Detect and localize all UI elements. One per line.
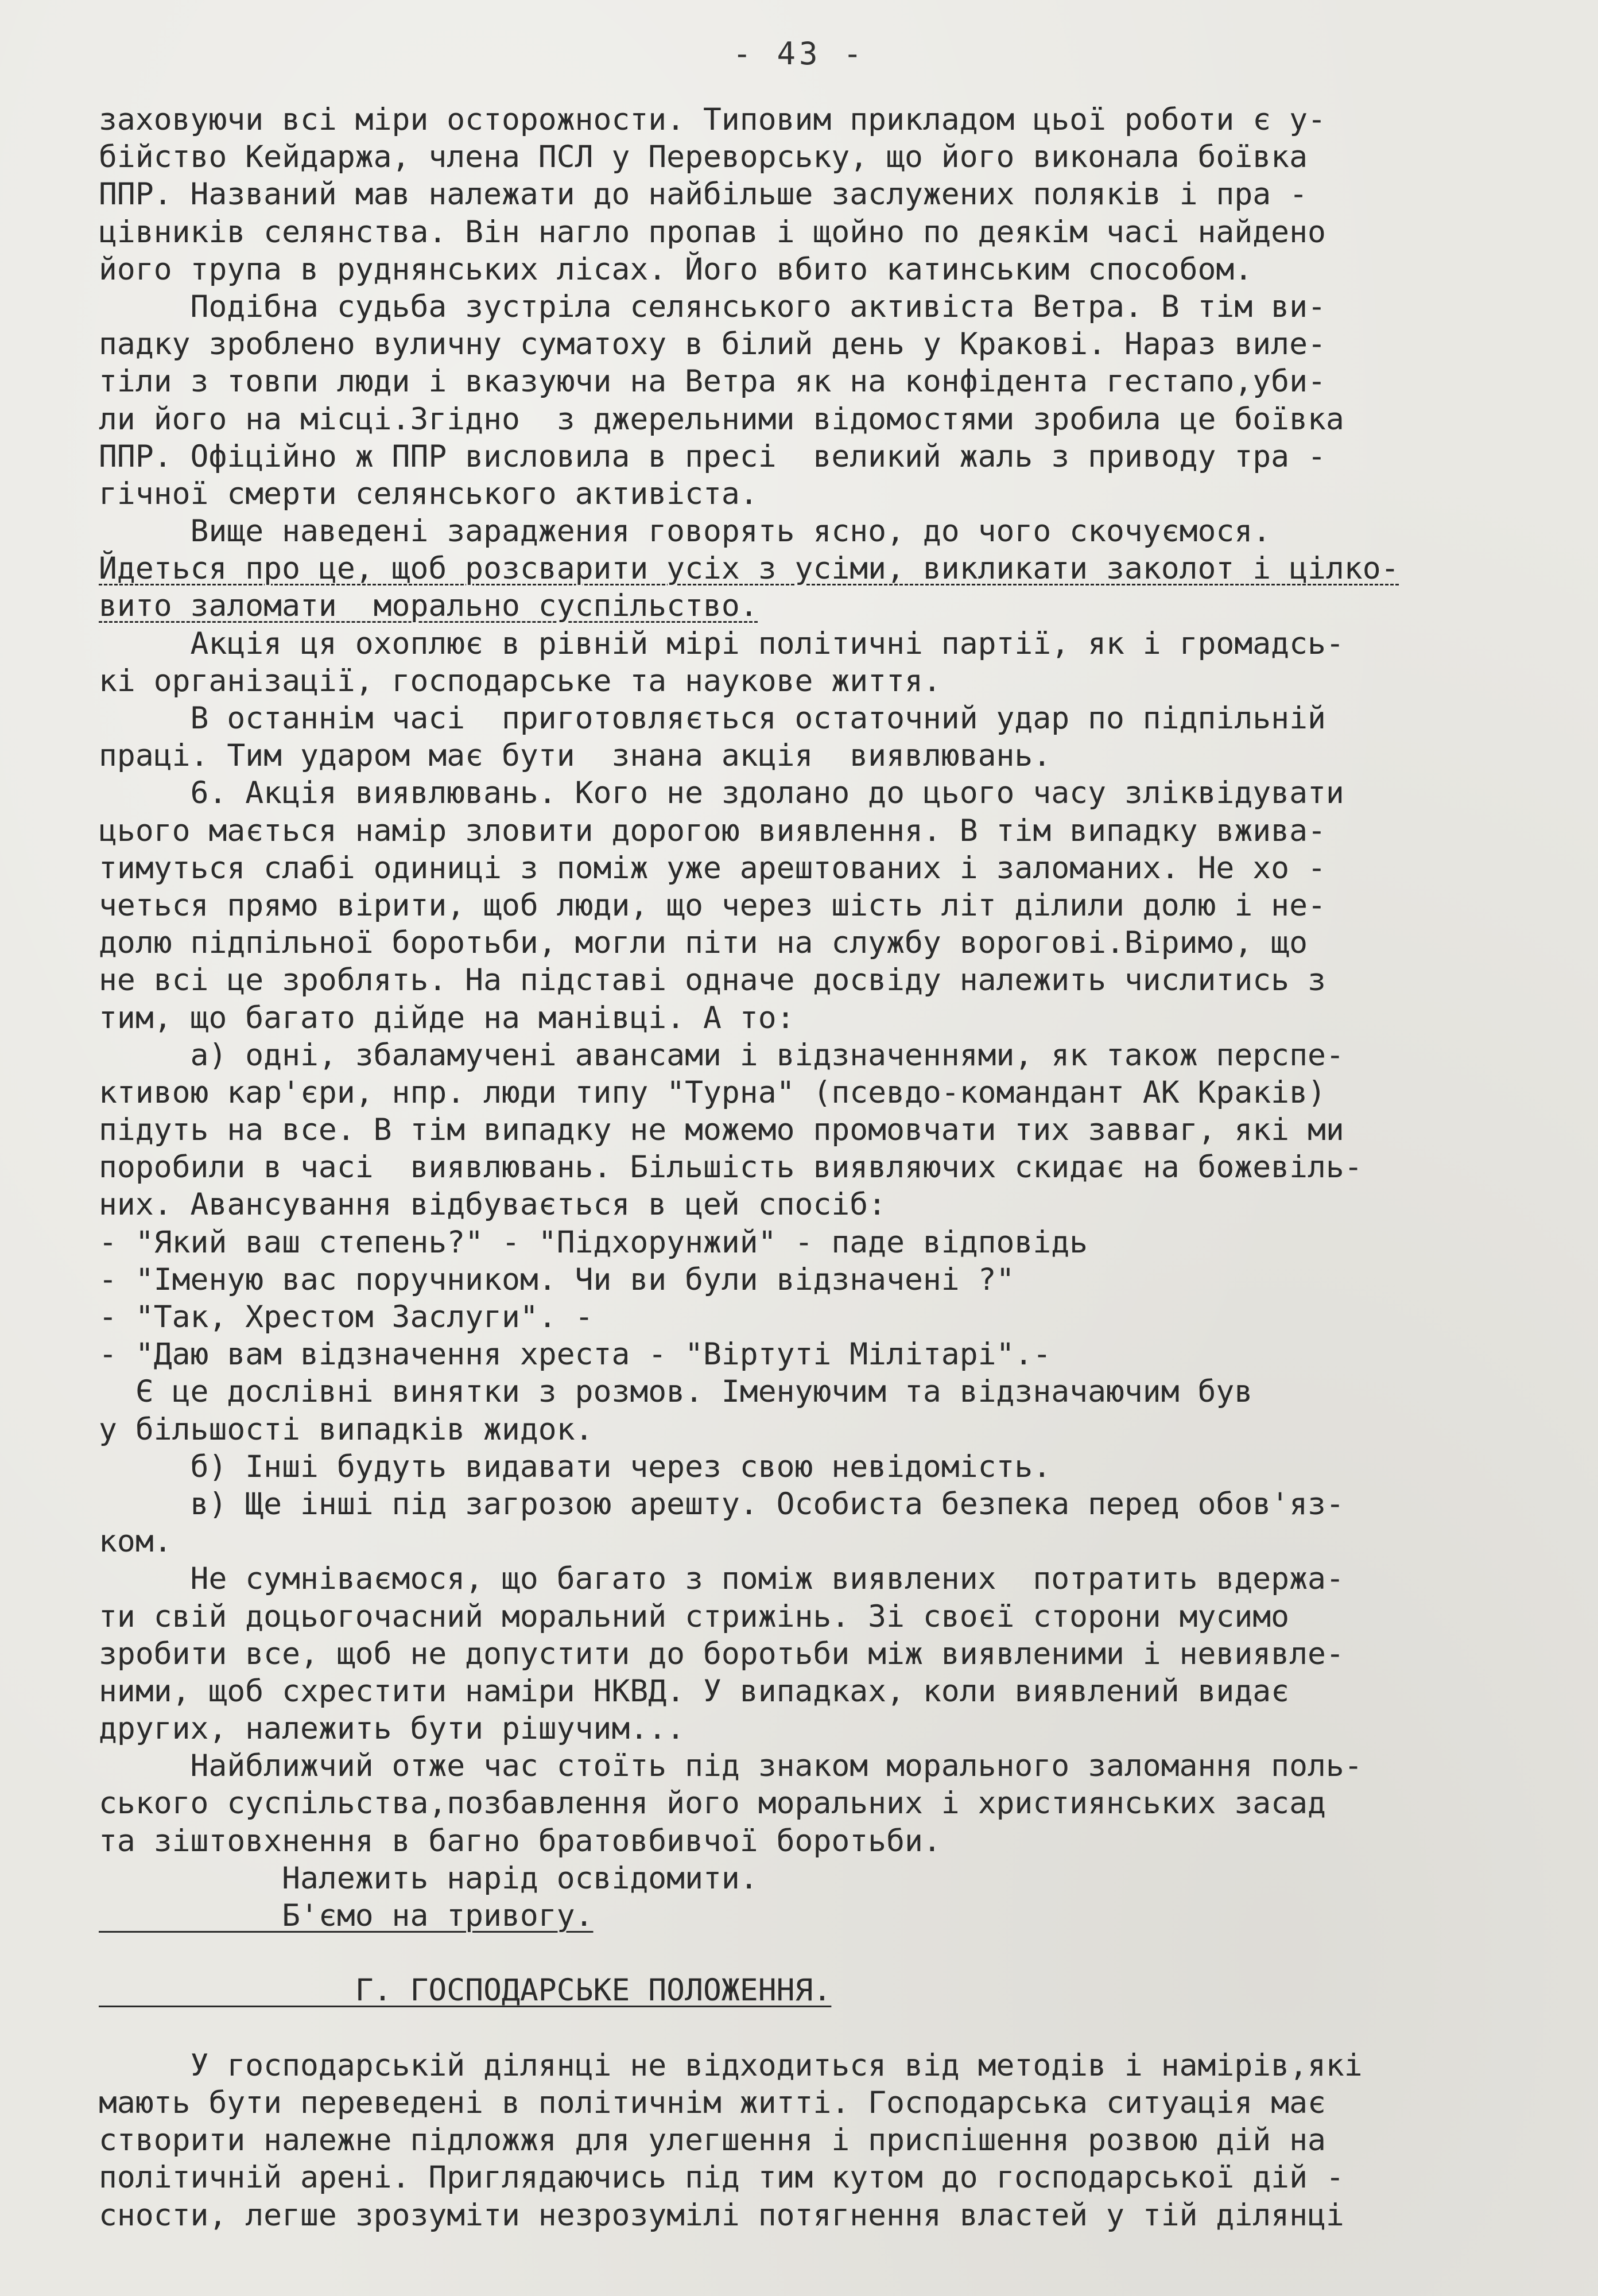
text-line: - "Даю вам відзначення хреста - "Віртуті Мілітарі".- — [99, 1337, 1052, 1372]
text-line: - "Іменую вас поручником. Чи ви були відзначені ?" — [99, 1262, 1015, 1297]
text-line: Належить нарід освідомити. — [99, 1860, 758, 1896]
text-line: Акція ця охоплює в рівній мірі політичні партії, як і громадсь- — [99, 626, 1344, 661]
text-line: Подібна судьба зустріла селянського активіста Ветра. В тім ви- — [99, 289, 1326, 324]
text-line: мають бути переведені в політичнім житті. Господарська ситуація має — [99, 2085, 1326, 2120]
text-line: У господарській ділянці не відходиться від методів і намірів,які — [99, 2047, 1363, 2083]
text-line: ли його на місці.Згідно з джерельними відомостями зробила це боївка — [99, 401, 1344, 437]
text-line: цього мається намір зловити дорогою виявлення. В тім випадку вжива- — [99, 813, 1326, 848]
text-line: других, належить бути рішучим... — [99, 1711, 685, 1747]
text-line: у більшості випадків жидок. — [99, 1411, 594, 1447]
text-line: зробити все, щоб не допустити до боротьби між виявленими і невиявле- — [99, 1636, 1344, 1671]
text-line: тимуться слабі одиниці з поміж уже арештованих і заломаних. Не хо - — [99, 850, 1326, 886]
text-line: - "Який ваш степень?" - "Підхорунжий" - паде відповідь — [99, 1224, 1088, 1260]
page-number: - 43 - — [732, 36, 866, 72]
text-line: четься прямо вірити, щоб люди, що через шість літ ділили долю і не- — [99, 887, 1326, 923]
text-line: цівників селянства. Він нагло пропав і щойно по деякім часі найдено — [99, 214, 1326, 250]
text-line: підуть на все. В тім випадку не можемо промовчати тих завваг, які ми — [99, 1112, 1344, 1148]
text-line: ними, щоб схрестити наміри НКВД. У випадках, коли виявлений видає — [99, 1673, 1290, 1709]
text-line: ком. — [99, 1524, 172, 1560]
text-line: ППР. Названий мав належати до найбільше заслужених поляків і пра - — [99, 177, 1308, 212]
text-line: Б'ємо на тривогу. — [99, 1898, 594, 1933]
text-line: Є це дослівні винятки з розмов. Іменуючим та відзначаючим був — [99, 1374, 1253, 1410]
text-line: 6. Акція виявлювань. Кого не здолано до цього часу зліквідувати — [99, 775, 1344, 811]
text-line: падку зроблено вуличну суматоху в білий день у Кракові. Нараз виле- — [99, 327, 1326, 362]
text-line: тіли з товпи люди і вказуючи на Ветра як на конфідента гестапо,уби- — [99, 364, 1326, 400]
text-line: заховуючи всі міри осторожности. Типовим прикладом цьої роботи є у- — [99, 102, 1326, 137]
text-line: - "Так, Хрестом Заслуги". - — [99, 1300, 594, 1335]
text-line: тим, що багато дійде на манівці. А то: — [99, 1000, 795, 1035]
text-line: ти свій доцьогочасний моральний стрижінь. Зі своєї сторони мусимо — [99, 1599, 1290, 1634]
text-line — [99, 1934, 1534, 1972]
section-heading: Г. ГОСПОДАРСЬКЕ ПОЛОЖЕННЯ. — [99, 1973, 832, 2008]
text-line: Найближчий отже час стоїть під знаком морального заломання поль- — [99, 1748, 1363, 1784]
text-line: та зіштовхнення в багно братовбивчої боротьби. — [99, 1823, 941, 1859]
text-line: створити належне підложжя для улегшення і приспішення розвою дій на — [99, 2123, 1326, 2158]
text-line: а) одні, збаламучені авансами і відзначеннями, як також перспе- — [99, 1037, 1344, 1073]
text-line: ктивою кар'єри, нпр. люди типу "Турна" (псевдо-командант АК Краків) — [99, 1075, 1326, 1110]
text-line: бійство Кейдаржа, члена ПСЛ у Переворську, що його виконала боївка — [99, 139, 1308, 175]
text-line: Не сумніваємося, що багато з поміж виявлених потратить вдержа- — [99, 1561, 1344, 1597]
text-line: Йдеться про це, щоб розсварити усіх з усіми, викликати заколот і цілко- — [99, 551, 1399, 587]
text-line: ського суспільства,позбавлення його моральних і християнських засад — [99, 1786, 1326, 1821]
text-line: його трупа в руднянських лісах. Його вбито катинським способом. — [99, 251, 1253, 287]
text-line: кі організації, господарське та наукове життя. — [99, 663, 941, 699]
text-line: долю підпільної боротьби, могли піти на службу ворогові.Віримо, що — [99, 925, 1308, 961]
text-line: сности, легше зрозуміти незрозумілі потягнення властей у тій ділянці — [99, 2197, 1344, 2233]
text-line: в) Ще інші під загрозою арешту. Особиста безпека перед обов'яз- — [99, 1486, 1344, 1522]
text-line: гічної смерти селянського активіста. — [99, 476, 758, 511]
text-line: ППР. Офіційно ж ППР висловила в пресі великий жаль з приводу тра - — [99, 439, 1326, 474]
text-line: поробили в часі виявлювань. Більшість виявляючих скидає на божевіль- — [99, 1150, 1363, 1185]
document-body — [99, 101, 1534, 2234]
text-line: В останнім часі приготовляється остаточний удар по підпільній — [99, 701, 1326, 736]
text-line: них. Авансування відбувається в цей спосіб: — [99, 1187, 887, 1223]
text-line: Вище наведені зараджения говорять ясно, до чого скочуємося. — [99, 514, 1271, 549]
text-line: праці. Тим ударом має бути знана акція виявлювань. — [99, 738, 1052, 774]
text-line: б) Інші будуть видавати через свою невідомість. — [99, 1449, 1052, 1484]
text-line: вито заломати морально суспільство. — [99, 588, 758, 624]
text-line: політичній арені. Приглядаючись під тим кутом до господарської дій - — [99, 2160, 1344, 2196]
text-line: не всі це зроблять. На підставі одначе досвіду належить числитись з — [99, 963, 1326, 998]
text-line — [99, 2010, 1534, 2047]
